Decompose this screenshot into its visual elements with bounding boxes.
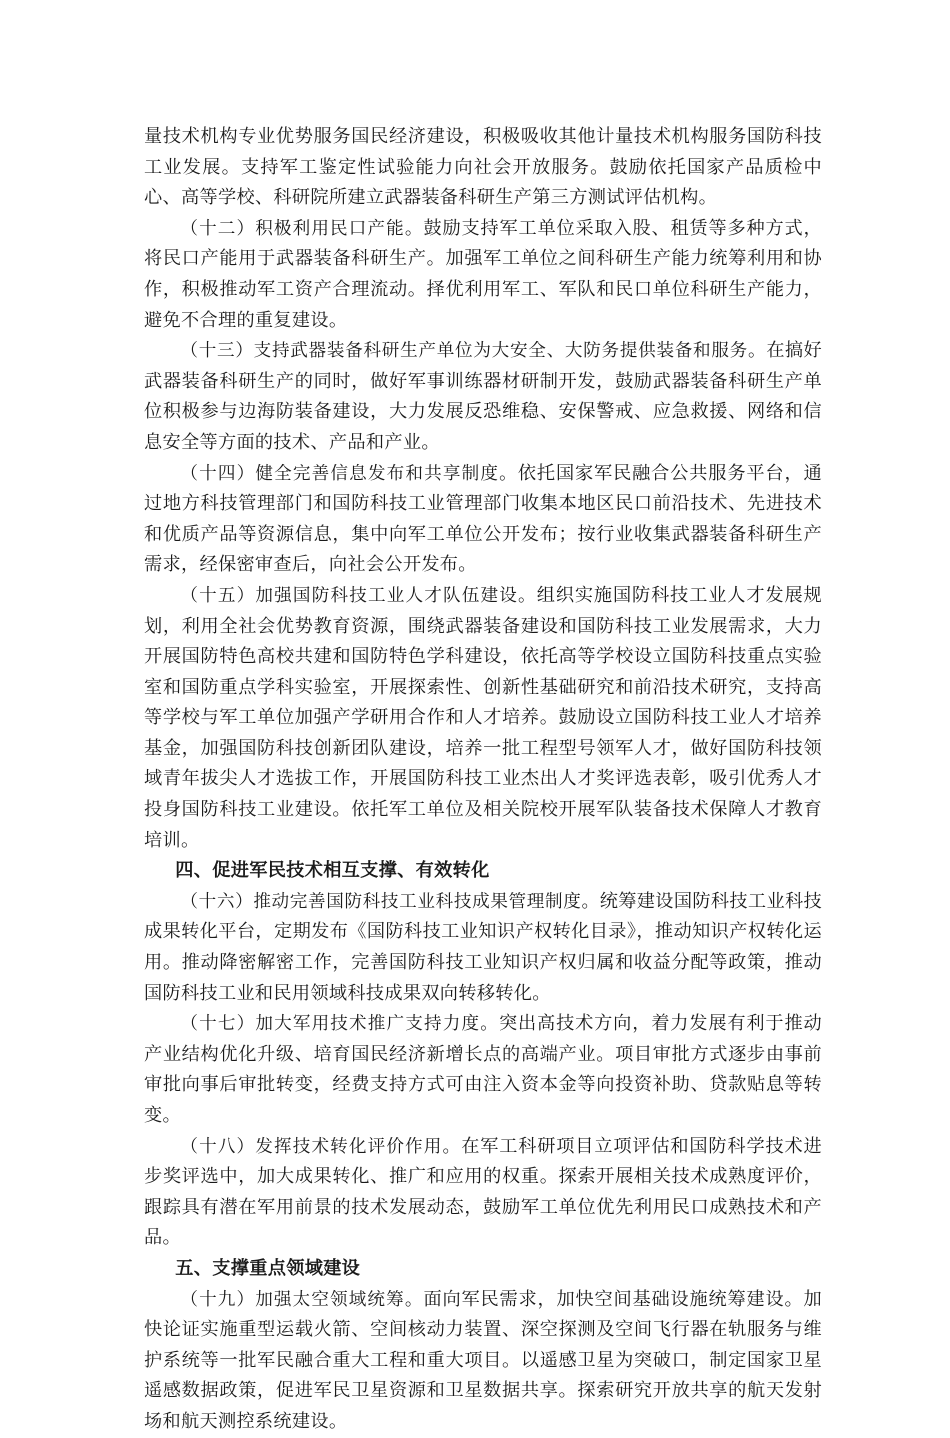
section-heading-4: 四、促进军民技术相互支撑、有效转化 [175, 860, 490, 882]
paragraph-item-17 [144, 1009, 822, 1131]
item-body-12: 鼓励支持军工单位采取入股、租赁等多种方式，将民口产能用于武器装备科研生产。加强军工单位之间科研生产能力统筹利用和协作，积极推动军工资产合理流动。择优利用军工、军队和民口单位科研生产能力，避免不合理的重复建设。 [144, 217, 822, 331]
item-title-12: （十二）积极利用民口产能。 [180, 218, 424, 239]
item-body-18: 在军工科研项目立项评估和国防科学技术进步奖评选中，加大成果转化、推广和应用的权重。探索开展相关技术成熟度评价，跟踪具有潜在军用前景的技术发展动态，鼓励军工单位优先利用民口成熟技术和产品。 [144, 1135, 822, 1249]
item-body-16: 统筹建设国防科技工业科技成果转化平台，定期发布《国防科技工业知识产权转化目录》，推动知识产权转化运用。推动降密解密工作，完善国防科技工业知识产权归属和收益分配等政策，推动国防科技工业和民用领域科技成果双向转移转化。 [144, 890, 822, 1004]
section-heading-5: 五、支撑重点领域建设 [175, 1257, 361, 1279]
paragraph-item-18 [144, 1132, 822, 1254]
item-body-15: 组织实施国防科技工业人才发展规划，利用全社会优势教育资源，围绕武器装备建设和国防科技工业发展需求，大力开展国防特色高校共建和国防特色学科建设，依托高等学校设立国防科技重点实验室和国防重点学科实验室，开展探索性、创新性基础研究和前沿技术研究，支持高等学校与军工单位加强产学研用合作和人才培养。鼓励设立国防科技工业人才培养基金，加强国防科技创新团队建设，培养一批工程型号领军人才，做好国防科技领域青年拔尖人才选拔工作，开展国防科技工业杰出人才奖评选表彰，吸引优秀人才投身国防科技工业建设。依托军工单位及相关院校开展军队装备技术保障人才教育培训。 [144, 584, 822, 851]
paragraph-item-19 [144, 1285, 822, 1438]
item-title-19: （十九）加强太空领域统筹。 [180, 1289, 424, 1310]
item-body-17: 突出高技术方向，着力发展有利于推动产业结构优化升级、培育国民经济新增长点的高端产业。项目审批方式逐步由事前审批向事后审批转变，经费支持方式可由注入资本金等向投资补助、贷款贴息等转变。 [144, 1013, 822, 1126]
intro-paragraph: 量技术机构专业优势服务国民经济建设，积极吸收其他计量技术机构服务国防科技工业发展。支持军工鉴定性试验能力向社会开放服务。鼓励依托国家产品质检中心、高等学校、科研院所建立武器装备科研生产第三方测试评估机构。 [144, 126, 822, 209]
item-body-14: 依托国家军民融合公共服务平台，通过地方科技管理部门和国防科技工业管理部门收集本地区民口前沿技术、先进技术和优质产品等资源信息，集中向军工单位公开发布；按行业收集武器装备科研生产需求，经保密审查后，向社会公开发布。 [144, 462, 822, 576]
item-body-13: 在搞好武器装备科研生产的同时，做好军事训练器材研制开发，鼓励武器装备科研生产单位积极参与边海防装备建设，大力发展反恐维稳、安保警戒、应急救援、网络和信息安全等方面的技术、产品和产业。 [144, 340, 823, 453]
item-title-16: （十六）推动完善国防科技工业科技成果管理制度。 [180, 891, 600, 912]
paragraph-item-16 [144, 887, 822, 1009]
item-title-18: （十八）发挥技术转化评价作用。 [180, 1136, 462, 1157]
paragraph-item-14 [144, 459, 822, 581]
item-title-17: （十七）加大军用技术推广支持力度。 [180, 1014, 499, 1035]
item-body-19: 面向军民需求，加快空间基础设施统筹建设。加快论证实施重型运载火箭、空间核动力装置、深空探测及空间飞行器在轨服务与维护系统等一批军民融合重大工程和重大项目。以遥感卫星为突破口，制定国家卫星遥感数据政策，促进军民卫星资源和卫星数据共享。探索研究开放共享的航天发射场和航天测控系统建设。 [144, 1288, 822, 1432]
item-title-14: （十四）健全完善信息发布和共享制度。 [180, 463, 518, 484]
paragraph-item-12 [144, 214, 822, 336]
paragraph-item-13 [144, 336, 822, 458]
paragraph-item-15 [144, 581, 822, 856]
document-page [144, 122, 822, 1438]
item-title-13: （十三）支持武器装备科研生产单位为大安全、大防务提供装备和服务。 [180, 341, 767, 362]
item-title-15: （十五）加强国防科技工业人才队伍建设。 [180, 585, 537, 606]
